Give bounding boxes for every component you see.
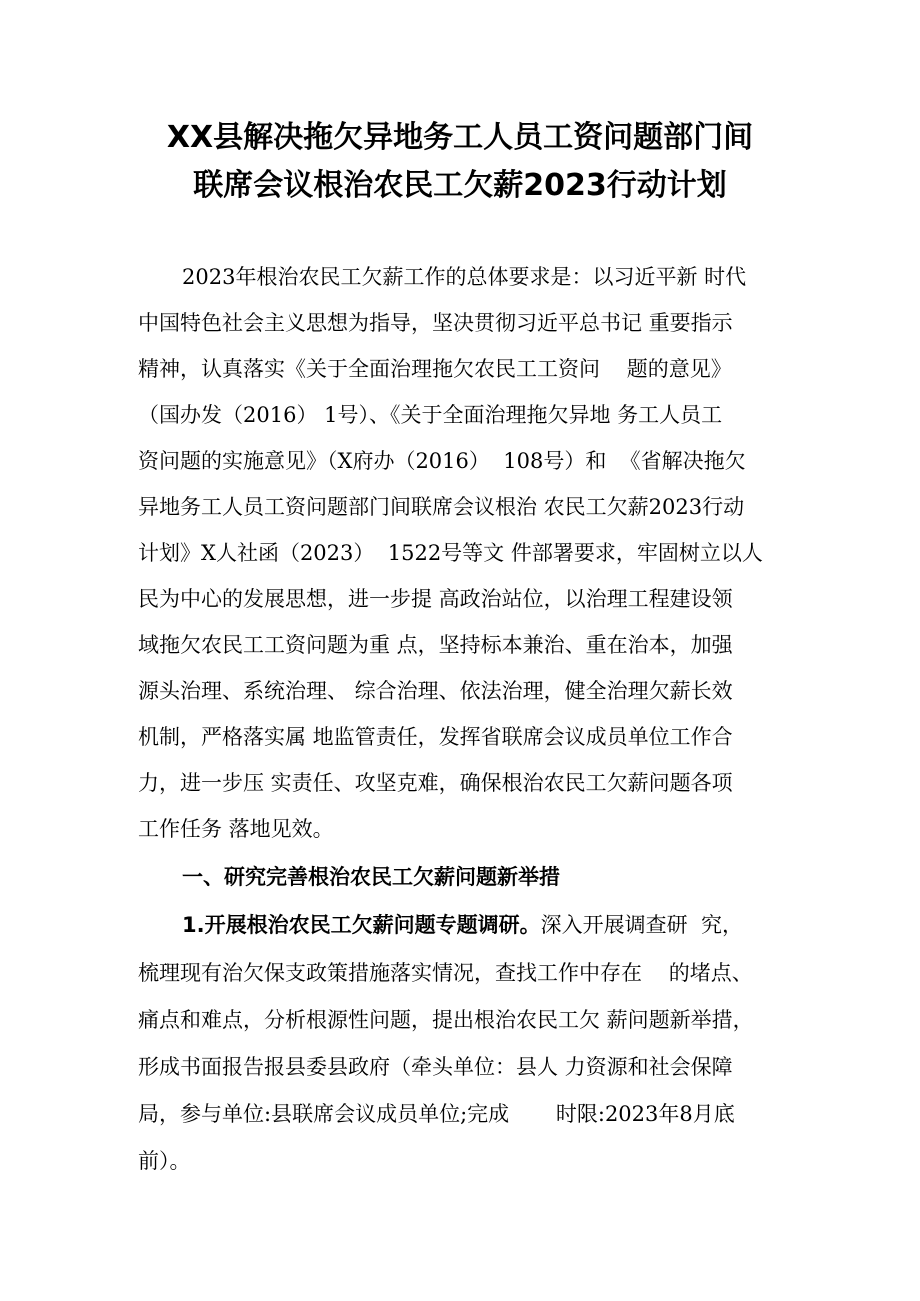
intro-line: 异地务工人员工资问题部门间联席会议根治 农民工欠薪2023行动 — [138, 495, 745, 519]
intro-line: 源头治理、系统治理、 综合治理、依法治理，健全治理欠薪长效 — [138, 679, 733, 703]
intro-line: 2023年根治农民工欠薪工作的总体要求是：以习近平新 时代 — [182, 265, 747, 289]
item-1-first-rest: 深入开展调查研 究， — [540, 913, 743, 937]
section-heading: 一、研究完善根治农民工欠薪问题新举措 — [182, 865, 560, 889]
intro-line: 民为中心的发展思想，进一步提 高政治站位，以治理工程建设领 — [138, 587, 733, 611]
item-1-line: 痛点和难点，分析根源性问题，提出根治农民工欠 薪问题新举措， — [138, 1008, 754, 1032]
document-title-line-1: XX县解决拖欠异地务工人员工资问题部门间 — [166, 120, 754, 155]
intro-line: 力，进一步压 实责任、攻坚克难，确保根治农民工欠薪问题各项 — [138, 771, 733, 795]
item-1-first-line — [182, 910, 743, 940]
intro-line: 计划》X人社函（2023） 1522号等文 件部署要求，牢固树立以人 — [138, 541, 763, 565]
intro-line: 机制，严格落实属 地监管责任，发挥省联席会议成员单位工作合 — [138, 725, 733, 749]
intro-line: 中国特色社会主义思想为指导，坚决贯彻习近平总书记 重要指示 — [138, 311, 733, 335]
document-title-line-2: 联席会议根治农民工欠薪2023行动计划 — [193, 168, 727, 203]
intro-line: （国办发（2016） 1号）、《关于全面治理拖欠异地 务工人员工 — [138, 403, 723, 427]
item-1-line: 前）。 — [138, 1149, 191, 1173]
intro-line: 资问题的实施意见》（X府办（2016） 108号）和 《省解决拖欠 — [138, 449, 746, 473]
intro-line: 精神，认真落实《关于全面治理拖欠农民工工资问 题的意见》 — [138, 357, 732, 381]
item-1-line: 局，参与单位:县联席会议成员单位;完成 时限:2023年8月底 — [138, 1102, 735, 1126]
item-1-lead: 1.开展根治农民工欠薪问题专题调研。 — [182, 913, 541, 937]
item-1-line: 梳理现有治欠保支政策措施落实情况，查找工作中存在 的堵点、 — [138, 961, 753, 985]
intro-line: 工作任务 落地见效。 — [138, 817, 334, 841]
item-1-line: 形成书面报告报县委县政府（牵头单位：县人 力资源和社会保障 — [138, 1055, 733, 1079]
intro-line: 域拖欠农民工工资问题为重 点，坚持标本兼治、重在治本，加强 — [138, 633, 733, 657]
